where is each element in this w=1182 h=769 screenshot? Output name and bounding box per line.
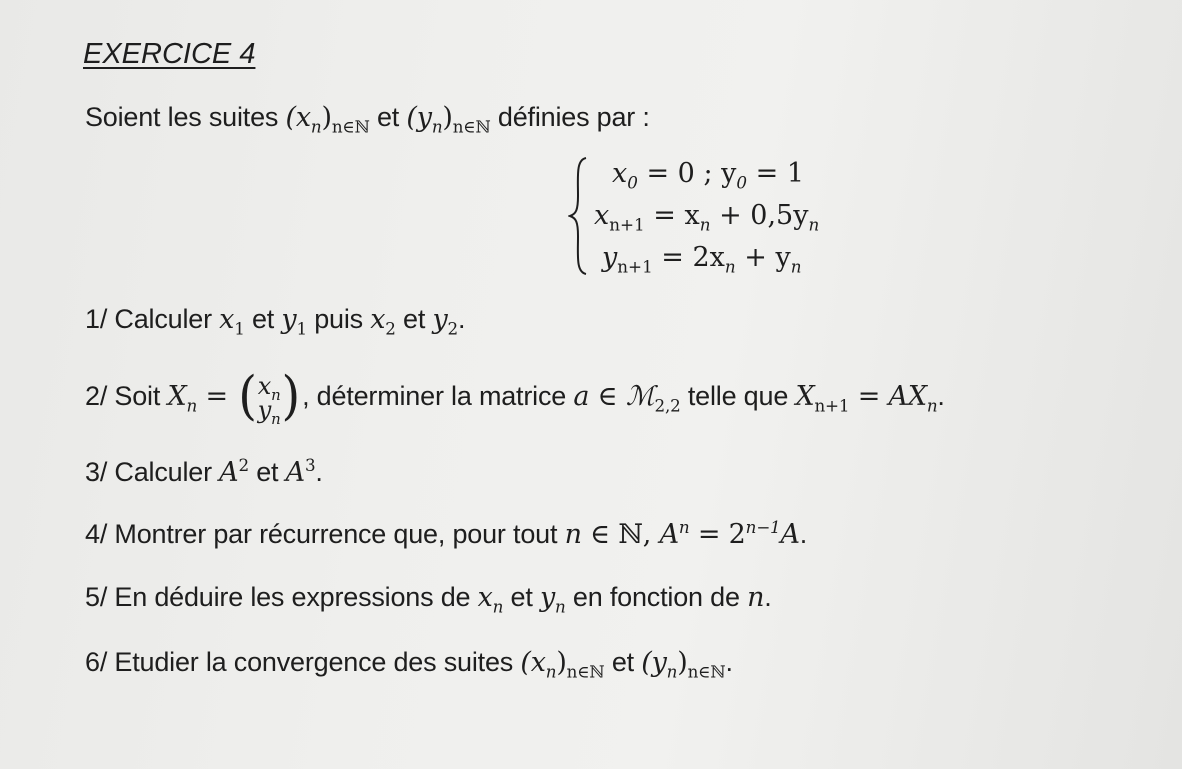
question-1: 1/ Calculer $x_1$ et $y_1$ puis $x_2$ et $y_2$. (85, 304, 466, 339)
question-2: 2/ Soit $X_n$ = ( $x_n$ $y_n$ ) , déterminer la matrice a ∈ ℳ$_{2,2}$ telle que $X_{n+1} = AX_n$. (85, 365, 945, 428)
system-line-y: $y_{n+1} = 2x_n + y_n$ (602, 242, 802, 277)
question-4: 4/ Montrer par récurrence que, pour tout n ∈ ℕ, $A^n = 2^{n-1}A$. (85, 517, 808, 550)
intro-and: et (369, 102, 407, 132)
exercise-title: EXERCICE 4 (83, 38, 256, 70)
system-line-x: $x_{n+1} = x_n + 0,5y_n$ (594, 200, 820, 235)
intro-text: Soient les suites (85, 102, 286, 132)
left-brace-icon (568, 156, 590, 276)
question-5: 5/ En déduire les expressions de $x_n$ et $y_n$ en fonction de n. (85, 582, 772, 617)
recurrence-system (568, 150, 819, 280)
sequence-x: $(x_n)_{n\in ℕ}$ (285, 102, 370, 137)
column-vector: ( $x_n$ $y_n$ ) (238, 365, 301, 428)
intro-line (85, 100, 650, 135)
intro-definies: définies par : (490, 102, 650, 132)
sequence-y: $(y_n)_{n\in ℕ}$ (406, 102, 491, 137)
question-3: 3/ Calculer $A^2$ et $A^3$. (85, 455, 323, 488)
question-6: 6/ Etudier la convergence des suites $(x_n)_{n\in ℕ}$ et $(y_n)_{n\in ℕ}$. (85, 647, 733, 682)
system-line-initial: $x_0 = 0$ ; $y_0 = 1$ (612, 158, 804, 193)
